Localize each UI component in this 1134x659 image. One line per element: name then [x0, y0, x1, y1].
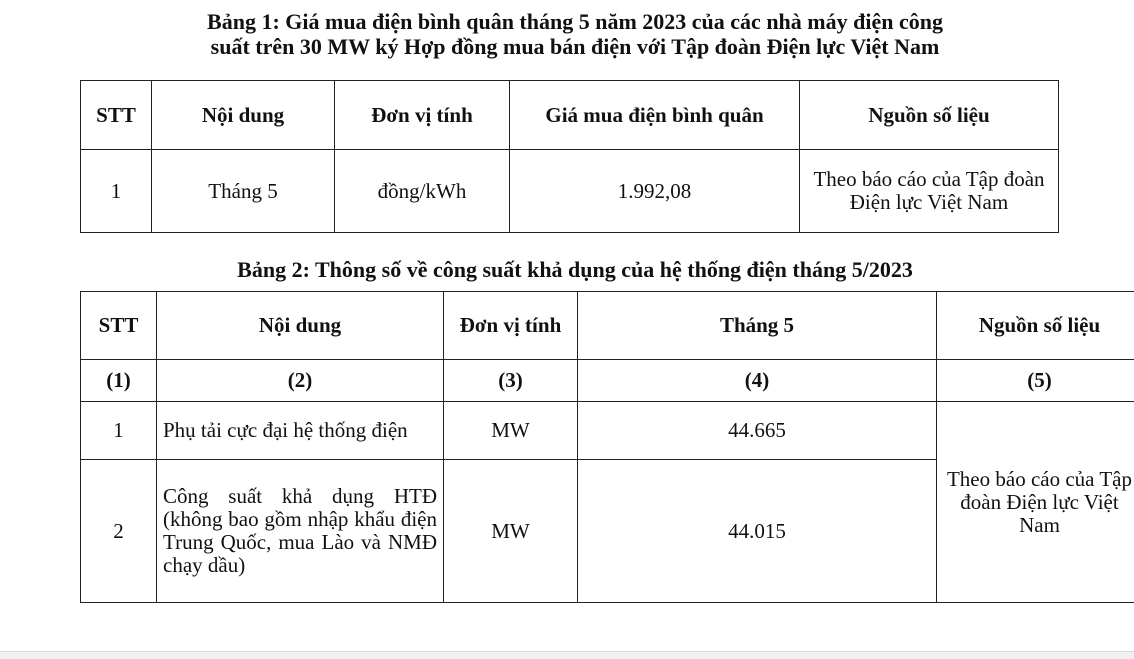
table1-header-noi-dung: Nội dung — [152, 81, 335, 150]
table2-header-noi-dung: Nội dung — [157, 292, 444, 360]
table2-header-nguon: Nguồn số liệu — [937, 292, 1134, 360]
table2-title: Bảng 2: Thông số về công suất khả dụng của hệ thống điện tháng 5/2023 — [60, 257, 1090, 282]
table1-title-line2: suất trên 30 MW ký Hợp đồng mua bán điện với Tập đoàn Điện lực Việt Nam — [60, 34, 1090, 59]
table2-colnum-1: (1) — [81, 360, 157, 402]
table2-colnum-5: (5) — [937, 360, 1134, 402]
table2-header-stt: STT — [81, 292, 157, 360]
table2-colnum-4: (4) — [578, 360, 937, 402]
table2-nguon-cell: Theo báo cáo của Tập đoàn Điện lực Việt Nam — [937, 402, 1134, 603]
table2-row2-value: 44.015 — [578, 460, 937, 603]
table1-cell-nguon: Theo báo cáo của Tập đoàn Điện lực Việt Nam — [800, 150, 1059, 233]
table2-row1-value: 44.665 — [578, 402, 937, 460]
table2-row2-stt: 2 — [81, 460, 157, 603]
table1-header-row — [81, 81, 1059, 150]
table2-colnum-3: (3) — [444, 360, 578, 402]
table-row — [81, 402, 1134, 460]
table1 — [80, 80, 1059, 233]
table2-header-thang5: Tháng 5 — [578, 292, 937, 360]
table-row — [81, 150, 1059, 233]
table2-colnum-2: (2) — [157, 360, 444, 402]
table2-row2-don-vi: MW — [444, 460, 578, 603]
table2-col-number-row — [81, 360, 1134, 402]
table2-row1-don-vi: MW — [444, 402, 578, 460]
table1-header-gia: Giá mua điện bình quân — [510, 81, 800, 150]
table1-header-stt: STT — [81, 81, 152, 150]
table1-cell-don-vi: đồng/kWh — [335, 150, 510, 233]
table1-cell-stt: 1 — [81, 150, 152, 233]
table1-title-line1: Bảng 1: Giá mua điện bình quân tháng 5 năm 2023 của các nhà máy điện công — [60, 9, 1090, 34]
table1-cell-gia: 1.992,08 — [510, 150, 800, 233]
table1-title — [60, 9, 1090, 59]
table2-row1-stt: 1 — [81, 402, 157, 460]
table2-row2-noi-dung: Công suất khả dụng HTĐ (không bao gồm nhập khẩu điện Trung Quốc, mua Lào và NMĐ chạy dầu) — [157, 460, 444, 603]
table2-header-don-vi: Đơn vị tính — [444, 292, 578, 360]
table2 — [80, 291, 1134, 603]
table1-header-don-vi: Đơn vị tính — [335, 81, 510, 150]
table2-row1-noi-dung: Phụ tải cực đại hệ thống điện — [157, 402, 444, 460]
table1-header-nguon: Nguồn số liệu — [800, 81, 1059, 150]
table1-cell-noi-dung: Tháng 5 — [152, 150, 335, 233]
table2-header-row — [81, 292, 1134, 360]
